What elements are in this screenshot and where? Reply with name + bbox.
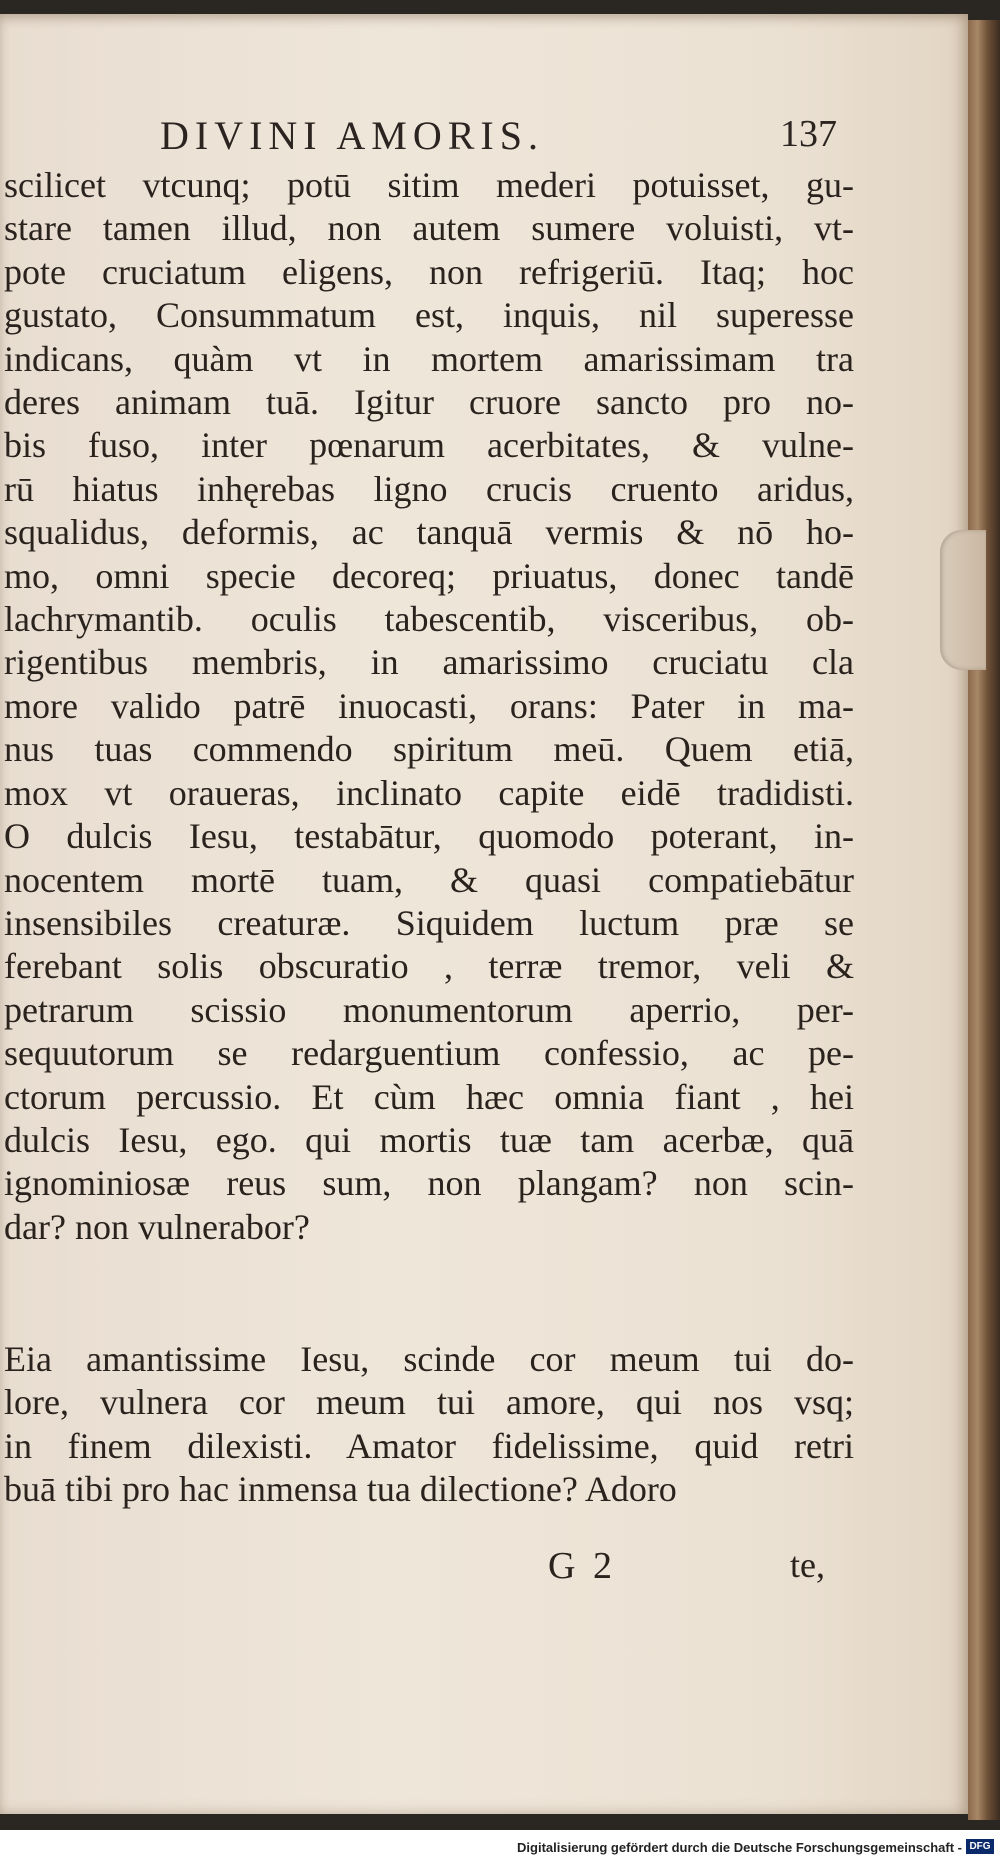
text-line: nocentem mortē tuam, & quasi compatiebātur bbox=[4, 859, 854, 900]
text-line: mo, omni specie decoreq; priuatus, donec tandē bbox=[4, 555, 854, 596]
page-number: 137 bbox=[780, 113, 837, 155]
text-line: deres animam tuā. Igitur cruore sancto pro no- bbox=[4, 382, 854, 423]
text-line: ctorum percussio. Et cùm hæc omnia fiant , hei bbox=[4, 1076, 854, 1117]
text-line: petrarum scissio monumentorum aperrio, per- bbox=[4, 989, 854, 1030]
dfg-logo: DFG bbox=[966, 1839, 994, 1854]
text-line: Eia amantissime Iesu, scinde cor meum tui do- bbox=[4, 1339, 854, 1379]
text-line: indicans, quàm vt in mortem amarissimam tra bbox=[4, 338, 854, 379]
text-line: more valido patrē inuocasti, orans: Pater in ma- bbox=[4, 685, 854, 726]
digitization-footer bbox=[0, 1830, 1000, 1865]
text-line: ferebant solis obscuratio , terræ tremor, veli & bbox=[4, 946, 854, 987]
text-line: O dulcis Iesu, testabātur, quomodo poterant, in- bbox=[4, 816, 854, 857]
body-paragraph-1 bbox=[4, 164, 854, 1249]
text-line: dulcis Iesu, ego. qui mortis tuæ tam acerbæ, quā bbox=[4, 1119, 854, 1160]
page-header bbox=[0, 112, 968, 162]
signature-mark: G 2 bbox=[548, 1545, 616, 1587]
text-line: pote cruciatum eligens, non refrigeriū. Itaq; hoc bbox=[4, 251, 854, 292]
footer-credit: Digitalisierung gefördert durch die Deutsche Forschungsgemeinschaft - bbox=[517, 1840, 962, 1855]
text-line: lore, vulnera cor meum tui amore, qui nos vsq; bbox=[4, 1382, 854, 1423]
text-line: ignominiosæ reus sum, non plangam? non scin- bbox=[4, 1163, 854, 1204]
text-line: sequutorum se redarguentium confessio, ac pe- bbox=[4, 1033, 854, 1074]
catchword: te, bbox=[790, 1545, 825, 1585]
book-page bbox=[0, 14, 968, 1814]
page-clip bbox=[940, 530, 986, 670]
body-paragraph-2 bbox=[4, 1338, 854, 1512]
text-line: insensibiles creaturæ. Siquidem luctum præ se bbox=[4, 902, 854, 943]
text-line: rigentibus membris, in amarissimo cruciatu cla bbox=[4, 642, 854, 683]
running-head: DIVINI AMORIS. bbox=[160, 113, 544, 158]
text-line: dar? non vulnerabor? bbox=[4, 1206, 310, 1247]
text-line: bis fuso, inter pœnarum acerbitates, & vulne- bbox=[4, 425, 854, 466]
text-line: rū hiatus inhęrebas ligno crucis cruento aridus, bbox=[4, 468, 854, 509]
text-line: nus tuas commendo spiritum meū. Quem etiā, bbox=[4, 729, 854, 770]
text-line: mox vt oraueras, inclinato capite eidē tradidisti. bbox=[4, 772, 854, 813]
text-line: stare tamen illud, non autem sumere voluisti, vt- bbox=[4, 208, 854, 249]
text-line: in finem dilexisti. Amator fidelissime, quid retri bbox=[4, 1425, 854, 1466]
text-line: squalidus, deformis, ac tanquā vermis & nō ho- bbox=[4, 512, 854, 553]
text-line: scilicet vtcunq; potū sitim mederi potuisset, gu- bbox=[4, 165, 854, 205]
text-line: lachrymantib. oculis tabescentib, visceribus, ob- bbox=[4, 599, 854, 640]
text-line: buā tibi pro hac inmensa tua dilectione? Adoro bbox=[4, 1469, 677, 1510]
book-edge bbox=[968, 20, 1000, 1820]
text-line: gustato, Consummatum est, inquis, nil superesse bbox=[4, 295, 854, 336]
